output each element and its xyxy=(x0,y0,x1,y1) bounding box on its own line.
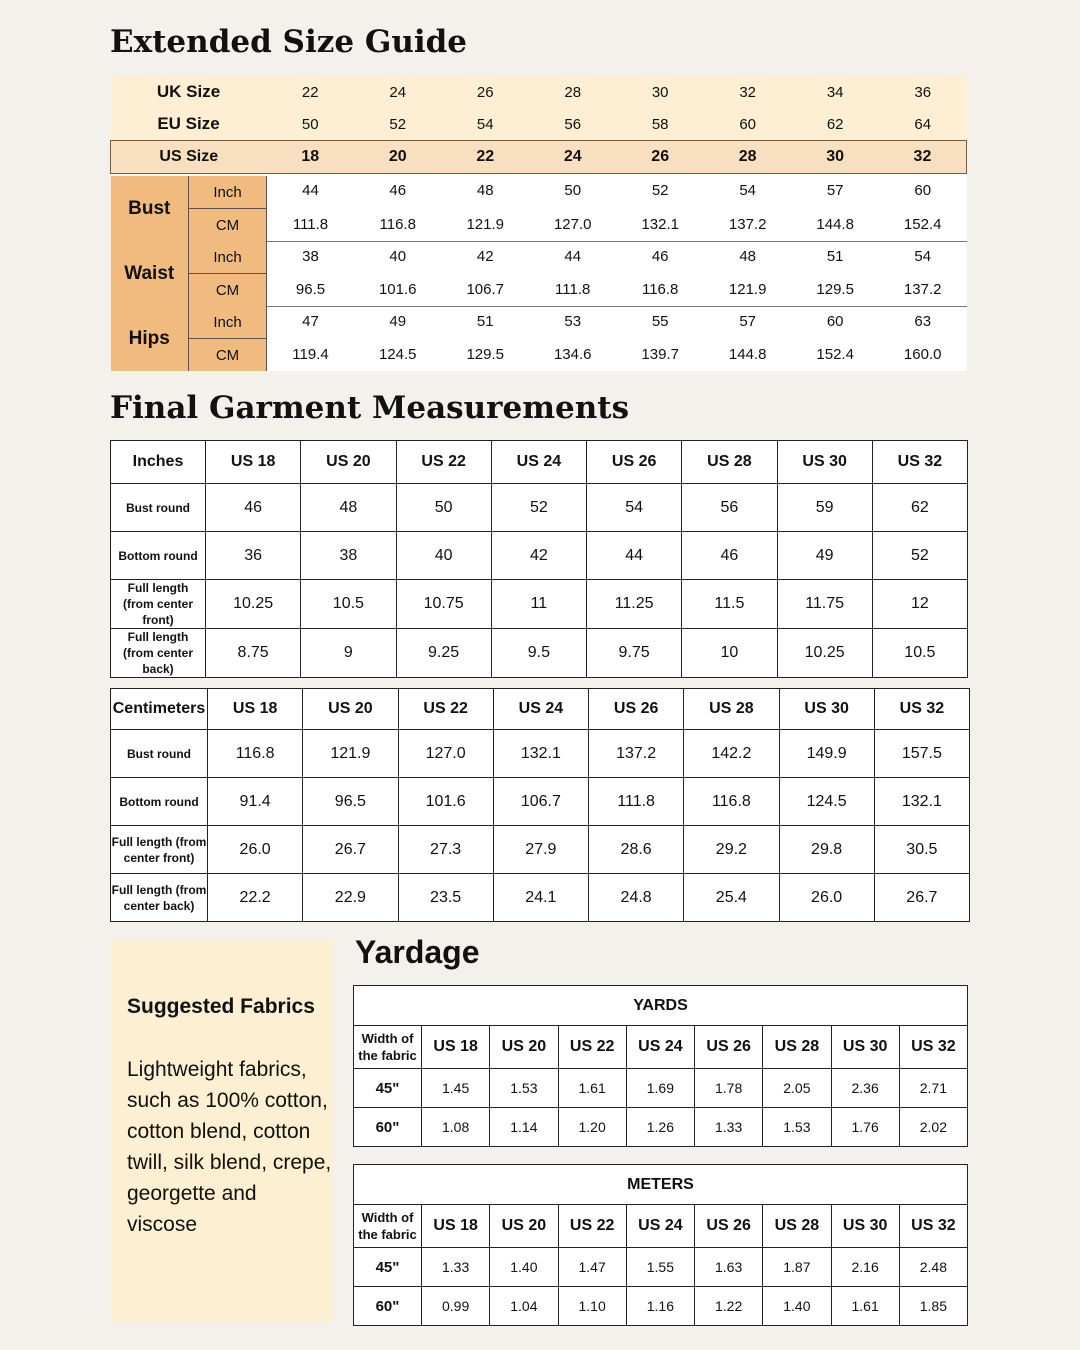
value-cell: 24.1 xyxy=(493,874,588,922)
measure-inch-row xyxy=(111,306,967,339)
value-cell: 46 xyxy=(206,484,301,532)
uk-size-cell: 22 xyxy=(267,76,354,108)
table-row xyxy=(111,778,970,826)
measure-cm-cell: 144.8 xyxy=(704,339,791,372)
measure-cm-row xyxy=(111,209,967,242)
size-header: US 30 xyxy=(777,441,872,484)
value-cell: 149.9 xyxy=(779,730,874,778)
value-cell: 1.78 xyxy=(695,1069,763,1108)
value-cell: 52 xyxy=(491,484,586,532)
eu-size-cell: 64 xyxy=(879,108,967,141)
value-cell: 26.0 xyxy=(208,826,303,874)
eu-size-cell: 52 xyxy=(354,108,441,141)
garment-inches-table xyxy=(110,440,968,678)
us-size-cell: 22 xyxy=(441,141,528,174)
unit-cm-label: CM xyxy=(189,274,267,307)
row-label: Full length (from center front) xyxy=(111,826,208,874)
size-header: US 18 xyxy=(206,441,301,484)
value-cell: 42 xyxy=(491,532,586,580)
header-row xyxy=(111,441,968,484)
measure-cm-row xyxy=(111,274,967,307)
value-cell: 11.25 xyxy=(587,580,682,629)
value-cell: 44 xyxy=(587,532,682,580)
table-row xyxy=(111,629,968,678)
table-row xyxy=(111,730,970,778)
yardage-yards-table xyxy=(353,985,968,1147)
yardage-meters-table xyxy=(353,1164,968,1326)
measure-cm-cell: 127.0 xyxy=(529,209,616,242)
measure-cm-cell: 116.8 xyxy=(616,274,703,307)
table-row xyxy=(354,1108,968,1147)
value-cell: 22.2 xyxy=(208,874,303,922)
value-cell: 1.55 xyxy=(626,1248,694,1287)
table-row xyxy=(111,874,970,922)
width-value: 60" xyxy=(354,1108,422,1147)
value-cell: 9.25 xyxy=(396,629,491,678)
uk-size-cell: 34 xyxy=(791,76,878,108)
value-cell: 30.5 xyxy=(874,826,969,874)
eu-size-row xyxy=(111,108,967,141)
width-value: 60" xyxy=(354,1287,422,1326)
value-cell: 121.9 xyxy=(303,730,398,778)
value-cell: 10.25 xyxy=(777,629,872,678)
size-guide-table xyxy=(110,76,967,371)
value-cell: 1.33 xyxy=(695,1108,763,1147)
table-row xyxy=(111,532,968,580)
value-cell: 27.3 xyxy=(398,826,493,874)
value-cell: 10 xyxy=(682,629,777,678)
fabrics-title: Suggested Fabrics xyxy=(127,995,315,1018)
value-cell: 25.4 xyxy=(684,874,779,922)
value-cell: 1.53 xyxy=(490,1069,558,1108)
value-cell: 38 xyxy=(301,532,396,580)
size-header: US 24 xyxy=(493,689,588,730)
value-cell: 132.1 xyxy=(874,778,969,826)
value-cell: 1.85 xyxy=(899,1287,967,1326)
size-header: US 24 xyxy=(626,1205,694,1248)
size-header: US 22 xyxy=(398,689,493,730)
measure-inch-cell: 60 xyxy=(791,306,878,339)
us-size-label: US Size xyxy=(111,141,267,174)
measure-name: Hips xyxy=(111,306,189,371)
measure-cm-cell: 139.7 xyxy=(616,339,703,372)
measure-cm-cell: 144.8 xyxy=(791,209,878,242)
value-cell: 1.53 xyxy=(763,1108,831,1147)
value-cell: 56 xyxy=(682,484,777,532)
value-cell: 91.4 xyxy=(208,778,303,826)
table-title: METERS xyxy=(354,1165,968,1205)
size-guide-title: Extended Size Guide xyxy=(110,24,468,60)
row-label: Bust round xyxy=(111,730,208,778)
value-cell: 0.99 xyxy=(422,1287,490,1326)
uk-size-cell: 32 xyxy=(704,76,791,108)
size-header: US 20 xyxy=(301,441,396,484)
measure-inch-cell: 54 xyxy=(704,176,791,209)
measure-cm-cell: 116.8 xyxy=(354,209,441,242)
size-header: US 30 xyxy=(831,1205,899,1248)
unit-inch-label: Inch xyxy=(189,241,267,274)
value-cell: 59 xyxy=(777,484,872,532)
measure-cm-cell: 152.4 xyxy=(791,339,878,372)
measure-inch-cell: 46 xyxy=(616,241,703,274)
size-header: US 22 xyxy=(558,1026,626,1069)
value-cell: 157.5 xyxy=(874,730,969,778)
header-row xyxy=(111,689,970,730)
value-cell: 111.8 xyxy=(589,778,684,826)
fabrics-description: Lightweight fabrics, such as 100% cotton, cotton blend, cotton twill, silk blend, crepe, georgette and viscose xyxy=(127,1058,332,1236)
value-cell: 2.48 xyxy=(899,1248,967,1287)
measure-inch-cell: 50 xyxy=(529,176,616,209)
table-row xyxy=(111,826,970,874)
value-cell: 12 xyxy=(872,580,967,629)
size-header: US 30 xyxy=(831,1026,899,1069)
uk-size-cell: 24 xyxy=(354,76,441,108)
value-cell: 50 xyxy=(396,484,491,532)
size-header: US 22 xyxy=(558,1205,626,1248)
measure-inch-cell: 38 xyxy=(267,241,354,274)
size-header: US 18 xyxy=(422,1026,490,1069)
measure-cm-cell: 134.6 xyxy=(529,339,616,372)
value-cell: 62 xyxy=(872,484,967,532)
value-cell: 36 xyxy=(206,532,301,580)
measure-inch-cell: 44 xyxy=(529,241,616,274)
measure-inch-cell: 63 xyxy=(879,306,967,339)
measure-cm-cell: 160.0 xyxy=(879,339,967,372)
measure-cm-cell: 111.8 xyxy=(529,274,616,307)
value-cell: 1.04 xyxy=(490,1287,558,1326)
size-header: US 18 xyxy=(422,1205,490,1248)
value-cell: 26.0 xyxy=(779,874,874,922)
measure-cm-cell: 129.5 xyxy=(441,339,528,372)
us-size-cell: 28 xyxy=(704,141,791,174)
uk-size-cell: 36 xyxy=(879,76,967,108)
measure-cm-cell: 111.8 xyxy=(267,209,354,242)
table-row xyxy=(111,580,968,629)
measure-inch-cell: 48 xyxy=(441,176,528,209)
value-cell: 142.2 xyxy=(684,730,779,778)
value-cell: 96.5 xyxy=(303,778,398,826)
header-row xyxy=(354,1205,968,1248)
size-header: US 28 xyxy=(684,689,779,730)
width-value: 45" xyxy=(354,1248,422,1287)
value-cell: 2.16 xyxy=(831,1248,899,1287)
measure-cm-cell: 121.9 xyxy=(441,209,528,242)
size-header: US 30 xyxy=(779,689,874,730)
value-cell: 26.7 xyxy=(874,874,969,922)
value-cell: 11.75 xyxy=(777,580,872,629)
measure-inch-cell: 42 xyxy=(441,241,528,274)
uk-size-cell: 30 xyxy=(616,76,703,108)
row-label: Bottom round xyxy=(111,778,208,826)
row-label: Full length (from center front) xyxy=(111,580,206,629)
table-title-row xyxy=(354,986,968,1026)
value-cell: 116.8 xyxy=(684,778,779,826)
value-cell: 49 xyxy=(777,532,872,580)
eu-size-cell: 56 xyxy=(529,108,616,141)
us-size-cell: 32 xyxy=(879,141,967,174)
measure-cm-cell: 152.4 xyxy=(879,209,967,242)
value-cell: 27.9 xyxy=(493,826,588,874)
size-header: US 20 xyxy=(303,689,398,730)
header-row xyxy=(354,1026,968,1069)
measure-cm-cell: 96.5 xyxy=(267,274,354,307)
value-cell: 10.25 xyxy=(206,580,301,629)
measure-cm-cell: 132.1 xyxy=(616,209,703,242)
garment-title: Final Garment Measurements xyxy=(110,390,630,426)
eu-size-cell: 60 xyxy=(704,108,791,141)
us-size-cell: 20 xyxy=(354,141,441,174)
size-header: US 24 xyxy=(491,441,586,484)
uk-size-label: UK Size xyxy=(111,76,267,108)
value-cell: 10.75 xyxy=(396,580,491,629)
size-header: US 20 xyxy=(490,1205,558,1248)
value-cell: 106.7 xyxy=(493,778,588,826)
measure-inch-row xyxy=(111,176,967,209)
measure-cm-cell: 137.2 xyxy=(704,209,791,242)
uk-size-cell: 26 xyxy=(441,76,528,108)
value-cell: 29.2 xyxy=(684,826,779,874)
us-size-cell: 26 xyxy=(616,141,703,174)
measure-cm-cell: 121.9 xyxy=(704,274,791,307)
value-cell: 11 xyxy=(491,580,586,629)
us-size-cell: 18 xyxy=(267,141,354,174)
size-header: US 26 xyxy=(695,1205,763,1248)
value-cell: 1.61 xyxy=(831,1287,899,1326)
eu-size-cell: 62 xyxy=(791,108,878,141)
measure-inch-cell: 52 xyxy=(616,176,703,209)
yardage-title: Yardage xyxy=(355,934,480,970)
size-header: US 26 xyxy=(589,689,684,730)
row-label: Bust round xyxy=(111,484,206,532)
value-cell: 1.10 xyxy=(558,1287,626,1326)
table-row xyxy=(354,1287,968,1326)
corner-label: Inches xyxy=(111,441,206,484)
measure-inch-row xyxy=(111,241,967,274)
width-label: Width of the fabric xyxy=(354,1026,422,1069)
value-cell: 28.6 xyxy=(589,826,684,874)
width-value: 45" xyxy=(354,1069,422,1108)
value-cell: 40 xyxy=(396,532,491,580)
value-cell: 8.75 xyxy=(206,629,301,678)
value-cell: 2.05 xyxy=(763,1069,831,1108)
value-cell: 2.36 xyxy=(831,1069,899,1108)
value-cell: 137.2 xyxy=(589,730,684,778)
value-cell: 10.5 xyxy=(872,629,967,678)
measure-inch-cell: 60 xyxy=(879,176,967,209)
value-cell: 1.33 xyxy=(422,1248,490,1287)
size-header: US 26 xyxy=(587,441,682,484)
value-cell: 1.87 xyxy=(763,1248,831,1287)
measure-inch-cell: 54 xyxy=(879,241,967,274)
suggested-fabrics-panel xyxy=(111,940,333,1322)
measure-name: Bust xyxy=(111,176,189,241)
value-cell: 1.40 xyxy=(490,1248,558,1287)
eu-size-cell: 58 xyxy=(616,108,703,141)
measure-cm-cell: 101.6 xyxy=(354,274,441,307)
value-cell: 116.8 xyxy=(208,730,303,778)
unit-cm-label: CM xyxy=(189,339,267,372)
value-cell: 1.69 xyxy=(626,1069,694,1108)
width-label: Width of the fabric xyxy=(354,1205,422,1248)
eu-size-cell: 54 xyxy=(441,108,528,141)
row-label: Full length (from center back) xyxy=(111,629,206,678)
value-cell: 10.5 xyxy=(301,580,396,629)
value-cell: 22.9 xyxy=(303,874,398,922)
size-header: US 32 xyxy=(899,1205,967,1248)
value-cell: 11.5 xyxy=(682,580,777,629)
size-header: US 28 xyxy=(682,441,777,484)
measure-name: Waist xyxy=(111,241,189,306)
value-cell: 9 xyxy=(301,629,396,678)
measure-inch-cell: 44 xyxy=(267,176,354,209)
measure-inch-cell: 48 xyxy=(704,241,791,274)
size-header: US 22 xyxy=(396,441,491,484)
value-cell: 1.16 xyxy=(626,1287,694,1326)
measure-inch-cell: 55 xyxy=(616,306,703,339)
table-row xyxy=(354,1069,968,1108)
value-cell: 124.5 xyxy=(779,778,874,826)
row-label: Bottom round xyxy=(111,532,206,580)
value-cell: 132.1 xyxy=(493,730,588,778)
table-row xyxy=(111,484,968,532)
value-cell: 1.47 xyxy=(558,1248,626,1287)
unit-inch-label: Inch xyxy=(189,176,267,209)
table-title-row xyxy=(354,1165,968,1205)
measure-inch-cell: 46 xyxy=(354,176,441,209)
size-header: US 20 xyxy=(490,1026,558,1069)
size-header: US 32 xyxy=(872,441,967,484)
value-cell: 54 xyxy=(587,484,682,532)
measure-inch-cell: 57 xyxy=(791,176,878,209)
value-cell: 127.0 xyxy=(398,730,493,778)
value-cell: 9.75 xyxy=(587,629,682,678)
eu-size-label: EU Size xyxy=(111,108,267,141)
us-size-cell: 24 xyxy=(529,141,616,174)
uk-size-row xyxy=(111,76,967,108)
size-header: US 18 xyxy=(208,689,303,730)
value-cell: 1.20 xyxy=(558,1108,626,1147)
value-cell: 1.76 xyxy=(831,1108,899,1147)
table-title: YARDS xyxy=(354,986,968,1026)
us-size-cell: 30 xyxy=(791,141,878,174)
table-row xyxy=(354,1248,968,1287)
measure-cm-cell: 106.7 xyxy=(441,274,528,307)
measure-cm-cell: 129.5 xyxy=(791,274,878,307)
value-cell: 48 xyxy=(301,484,396,532)
measure-cm-cell: 124.5 xyxy=(354,339,441,372)
value-cell: 2.02 xyxy=(899,1108,967,1147)
measure-cm-cell: 119.4 xyxy=(267,339,354,372)
measure-inch-cell: 47 xyxy=(267,306,354,339)
value-cell: 1.22 xyxy=(695,1287,763,1326)
row-label: Full length (from center back) xyxy=(111,874,208,922)
value-cell: 1.45 xyxy=(422,1069,490,1108)
value-cell: 29.8 xyxy=(779,826,874,874)
measure-inch-cell: 49 xyxy=(354,306,441,339)
measure-cm-row xyxy=(111,339,967,372)
size-header: US 32 xyxy=(899,1026,967,1069)
value-cell: 1.14 xyxy=(490,1108,558,1147)
unit-cm-label: CM xyxy=(189,209,267,242)
measure-inch-cell: 51 xyxy=(441,306,528,339)
value-cell: 24.8 xyxy=(589,874,684,922)
garment-cm-table xyxy=(110,688,970,922)
unit-inch-label: Inch xyxy=(189,306,267,339)
value-cell: 1.63 xyxy=(695,1248,763,1287)
value-cell: 2.71 xyxy=(899,1069,967,1108)
measure-inch-cell: 53 xyxy=(529,306,616,339)
measure-inch-cell: 40 xyxy=(354,241,441,274)
value-cell: 1.26 xyxy=(626,1108,694,1147)
value-cell: 9.5 xyxy=(491,629,586,678)
uk-size-cell: 28 xyxy=(529,76,616,108)
eu-size-cell: 50 xyxy=(267,108,354,141)
value-cell: 101.6 xyxy=(398,778,493,826)
us-size-row xyxy=(111,141,967,174)
measure-inch-cell: 57 xyxy=(704,306,791,339)
measure-cm-cell: 137.2 xyxy=(879,274,967,307)
value-cell: 1.08 xyxy=(422,1108,490,1147)
size-header: US 26 xyxy=(695,1026,763,1069)
value-cell: 26.7 xyxy=(303,826,398,874)
size-header: US 28 xyxy=(763,1205,831,1248)
value-cell: 46 xyxy=(682,532,777,580)
value-cell: 23.5 xyxy=(398,874,493,922)
value-cell: 52 xyxy=(872,532,967,580)
size-header: US 24 xyxy=(626,1026,694,1069)
size-header: US 32 xyxy=(874,689,969,730)
value-cell: 1.40 xyxy=(763,1287,831,1326)
value-cell: 1.61 xyxy=(558,1069,626,1108)
measure-inch-cell: 51 xyxy=(791,241,878,274)
corner-label: Centimeters xyxy=(111,689,208,730)
size-header: US 28 xyxy=(763,1026,831,1069)
